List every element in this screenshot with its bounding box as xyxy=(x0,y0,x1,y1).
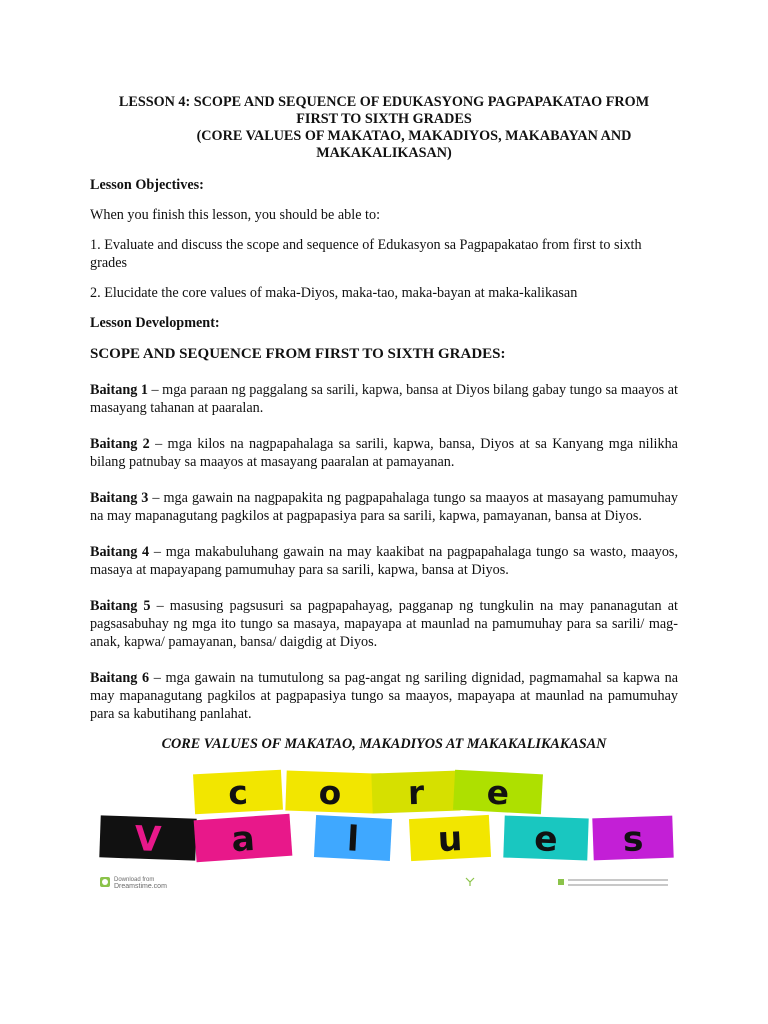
lesson-title-line-1: LESSON 4: SCOPE AND SEQUENCE OF EDUKASYONG PAGPAPAKATAO FROM xyxy=(118,94,650,110)
grade-text-2: – mga kilos na nagpapahalaga sa sarili, kapwa, bansa, Diyos at sa Kanyang mga nilikha bilang patnubay sa maayos at masayang paaralan at pamayanan. xyxy=(90,436,678,470)
grade-label-3: Baitang 3 xyxy=(90,490,149,506)
core-letter-3: r xyxy=(407,773,425,813)
grade-label-6: Baitang 6 xyxy=(90,670,150,686)
values-tile-6 xyxy=(592,816,673,861)
objective-item-1: 1. Evaluate and discuss the scope and sequence of Edukasyon sa Pagpapakatao from first to sixth grades xyxy=(90,237,642,271)
grade-paragraph-2 xyxy=(90,435,678,471)
grade-text-6: – mga gawain na tumutulong sa pag-angat ng sariling dignidad, pagmamahal sa kapwa na may mapanagutang pagkilos at pagpapasiya tungo sa maayos, mapayapa at maunlad na pamumuhay para sa kabutihang panlahat. xyxy=(90,670,678,722)
values-tile-5 xyxy=(503,816,588,862)
core-letter-4: e xyxy=(485,773,511,813)
lesson-title-line-2: FIRST TO SIXTH GRADES xyxy=(296,111,472,127)
document-body xyxy=(90,94,678,753)
lesson-title-line-4: MAKAKALIKASAN) xyxy=(316,145,452,161)
core-tile-1 xyxy=(193,770,283,815)
grade-label-1: Baitang 1 xyxy=(90,382,148,398)
values-tile-4 xyxy=(409,815,491,862)
values-letter-5: e xyxy=(533,819,559,860)
grade-text-1: – mga paraan ng paggalang sa sarili, kapwa, bansa at Diyos bilang gabay tungo sa maayos at masayang tahanan at paaralan. xyxy=(90,382,678,416)
core-letter-2: o xyxy=(318,773,342,813)
grade-paragraph-1 xyxy=(90,381,678,417)
values-letter-3: l xyxy=(345,819,360,860)
core-letter-1: c xyxy=(227,773,249,813)
values-letter-6: s xyxy=(622,819,644,860)
grade-text-5: – masusing pagsusuri sa pagpapahayag, pagganap ng tungkulin na may pananagutan at pagsasabuhay ng mga ito tungo sa masaya, mapayapa at maunlad na pamumuhay para sa sarili/ mag-anak, kapwa/ pamayanan, bansa/ daigdig at Diyos. xyxy=(90,598,678,650)
grade-paragraph-5 xyxy=(90,597,678,651)
core-tile-2 xyxy=(285,770,374,813)
grade-paragraph-6 xyxy=(90,669,678,723)
watermark-left-line-1: Download from xyxy=(114,877,155,883)
core-values-banner xyxy=(98,760,678,892)
values-tile-2 xyxy=(194,814,293,863)
values-letter-2: a xyxy=(230,818,257,861)
lesson-title-line-3: (CORE VALUES OF MAKATAO, MAKADIYOS, MAKABAYAN AND xyxy=(196,128,632,144)
core-values-heading: CORE VALUES OF MAKATAO, MAKADIYOS AT MAKAKALIKAKASAN xyxy=(161,736,607,752)
values-letter-4: u xyxy=(436,818,464,861)
grade-paragraph-3 xyxy=(90,489,678,525)
grade-text-3: – mga gawain na nagpapakita ng pagpapahalaga tungo sa maayos at masayang pamumuhay na may mapanagutang pagkilos at pagpapasiya para sa sarili, kapwa, pamayanan, bansa at Diyos. xyxy=(90,490,678,524)
grade-label-4: Baitang 4 xyxy=(90,544,150,560)
grade-label-2: Baitang 2 xyxy=(90,436,150,452)
grade-text-4: – mga makabuluhang gawain na may kaakibat na pagpapahalaga tungo sa wasto, maayos, masaya at mapayapang pamumuhay para sa sarili, kapwa, bansa at Diyos. xyxy=(90,544,678,578)
grade-label-5: Baitang 5 xyxy=(90,598,151,614)
core-tile-4 xyxy=(453,770,543,815)
objective-item-2: 2. Elucidate the core values of maka-Diyos, maka-tao, maka-bayan at maka-kalikasan xyxy=(90,285,578,301)
watermark-left-line-2: Dreamstime.com xyxy=(114,883,167,890)
scope-sequence-heading: SCOPE AND SEQUENCE FROM FIRST TO SIXTH GRADES: xyxy=(90,346,506,362)
values-letter-1: V xyxy=(133,819,162,861)
values-tile-1 xyxy=(99,815,196,861)
core-values-illustration xyxy=(98,760,678,892)
values-tile-3 xyxy=(314,815,392,862)
objectives-intro: When you finish this lesson, you should be able to: xyxy=(90,207,381,223)
objectives-heading: Lesson Objectives: xyxy=(90,177,204,193)
core-tile-3 xyxy=(371,770,460,813)
word-core-tiles xyxy=(193,770,543,815)
development-heading: Lesson Development: xyxy=(90,315,220,331)
grade-paragraph-4 xyxy=(90,543,678,579)
